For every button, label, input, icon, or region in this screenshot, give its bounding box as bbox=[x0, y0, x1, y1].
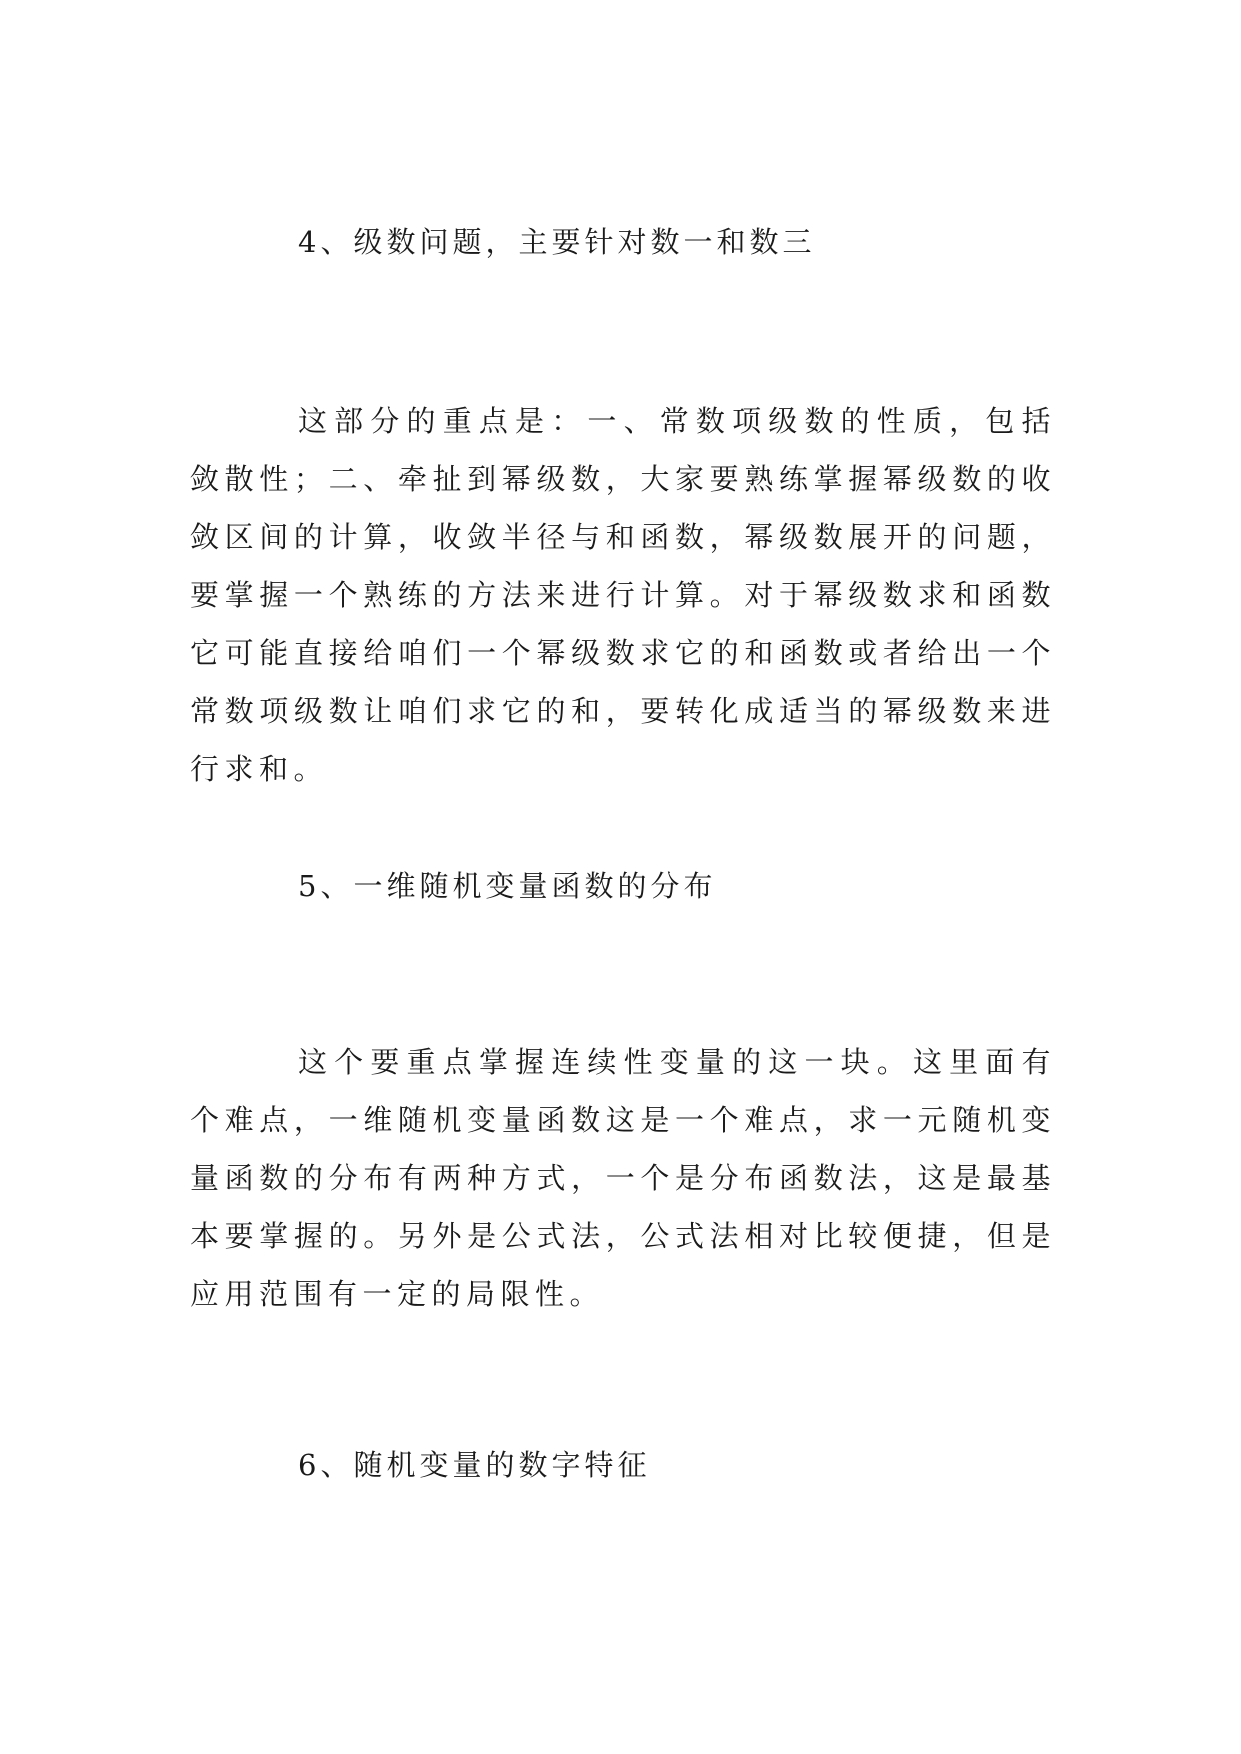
section-paragraph-4: 这部分的重点是：一、常数项级数的性质，包括敛散性；二、牵扯到幂级数，大家要熟练掌握幂级数的收敛区间的计算，收敛半径与和函数，幂级数展开的问题，要掌握一个熟练的方法来进行计算。对于幂级数求和函数它可能直接给咱们一个幂级数求它的和函数或者给出一个常数项级数让咱们求它的和，要转化成适当的幂级数来进行求和。 bbox=[190, 404, 1056, 786]
section-heading-5: 5、一维随机变量函数的分布 bbox=[298, 869, 717, 903]
section-heading-4: 4、级数问题，主要针对数一和数三 bbox=[298, 225, 816, 259]
section-paragraph-5: 这个要重点掌握连续性变量的这一块。这里面有个难点，一维随机变量函数这是一个难点，求一元随机变量函数的分布有两种方式，一个是分布函数法，这是最基本要掌握的。另外是公式法，公式法相对比较便捷，但是应用范围有一定的局限性。 bbox=[190, 1045, 1056, 1311]
section-heading-6: 6、随机变量的数字特征 bbox=[298, 1448, 651, 1482]
